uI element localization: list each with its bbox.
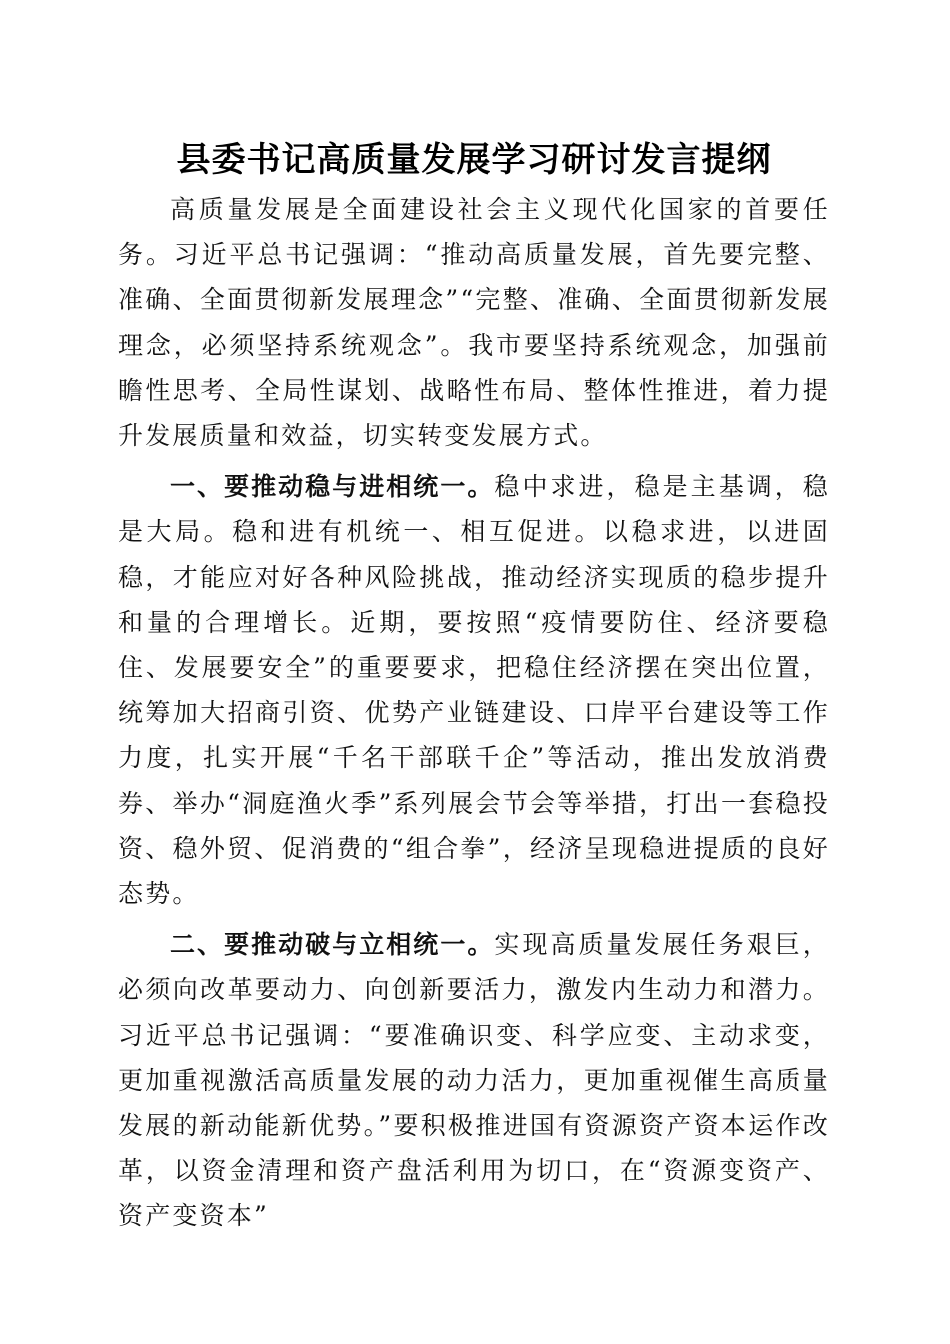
section-heading-2: 二、要推动破与立相统一。 — [170, 930, 495, 960]
section-body-2: 实现高质量发展任务艰巨，必须向改革要动力、向创新要活力，激发内生动力和潜力。习近平总书记强调：“要准确识变、科学应变、主动求变，更加重视激活高质量发展的动力活力，更加重视催生高质量发展的新动能新优势。”要积极推进国有资源资产资本运作改革，以资金清理和资产盘活利用为切口，在“资源变资产、资产变资本” — [118, 930, 830, 1231]
section-heading-1: 一、要推动稳与进相统一。 — [170, 472, 495, 502]
section-paragraph-1 — [118, 464, 830, 916]
document-body — [118, 135, 830, 1239]
document-title: 县委书记高质量发展学习研讨发言提纲 — [176, 140, 772, 180]
section-body-1: 稳中求进，稳是主基调，稳是大局。稳和进有机统一、相互促进。以稳求进，以进固稳，才能应对好各种风险挑战，推动经济实现质的稳步提升和量的合理增长。近期，要按照“疫情要防住、经济要稳住、发展要安全”的重要要求，把稳住经济摆在突出位置，统筹加大招商引资、优势产业链建设、口岸平台建设等工作力度，扎实开展“千名干部联千企”等活动，推出发放消费券、举办“洞庭渔火季”系列展会节会等举措，打出一套稳投资、稳外贸、促消费的“组合拳”，经济呈现稳进提质的良好态势。 — [118, 472, 830, 909]
section-paragraph-2 — [118, 922, 830, 1238]
intro-paragraph: 高质量发展是全面建设社会主义现代化国家的首要任务。习近平总书记强调：“推动高质量发展，首先要完整、准确、全面贯彻新发展理念”“完整、准确、全面贯彻新发展理念，必须坚持系统观念”。我市要坚持系统观念，加强前瞻性思考、全局性谋划、战略性布局、整体性推进，着力提升发展质量和效益，切实转变发展方式。 — [118, 195, 830, 451]
